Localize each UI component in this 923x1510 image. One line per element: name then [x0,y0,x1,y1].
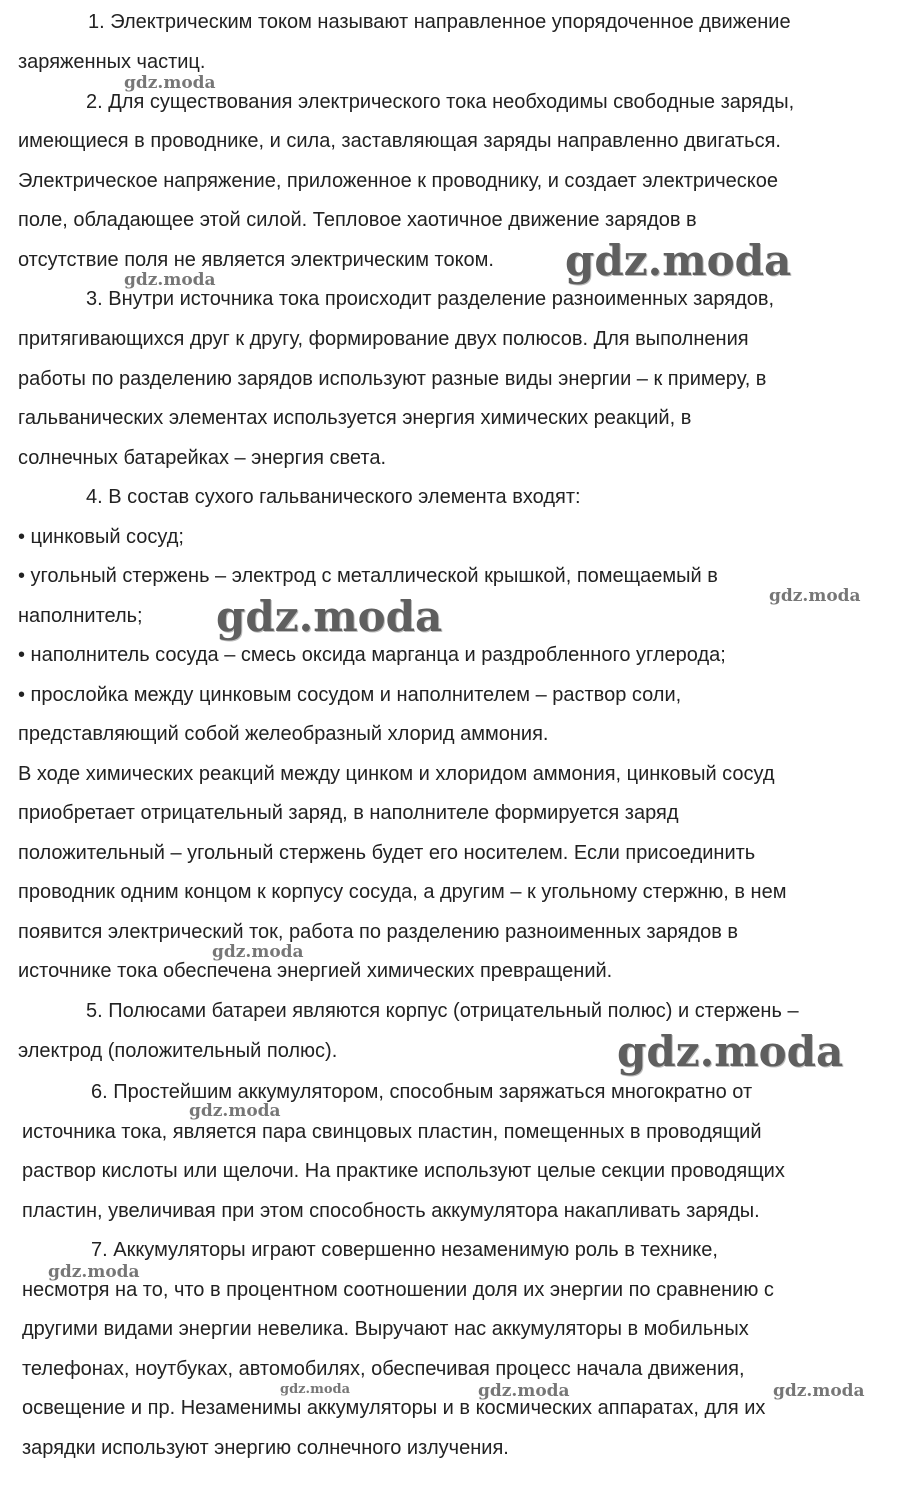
watermark: gdz.moda [124,270,216,290]
text-line-13: 4. В состав сухого гальванического элемента входят: [86,486,581,508]
text-line-26: 5. Полюсами батареи являются корпус (отрицательный полюс) и стержень – [86,1000,799,1022]
text-line-31: пластин, увеличивая при этом способность аккумулятора накапливать заряды. [22,1200,760,1222]
text-line-16: наполнитель; [18,605,143,627]
watermark: gdz.moda [769,586,861,606]
text-line-27: электрод (положительный полюс). [18,1040,338,1062]
text-line-18: • прослойка между цинковым сосудом и наполнителем – раствор соли, [18,684,682,706]
text-line-14: • цинковый сосуд; [18,526,184,548]
text-line-23: проводник одним концом к корпусу сосуда, а другим – к угольному стержню, в нем [18,881,787,903]
watermark: gdz.moda [189,1101,281,1121]
text-line-33: несмотря на то, что в процентном соотношении доля их энергии по сравнению с [22,1279,774,1301]
text-line-28: 6. Простейшим аккумулятором, способным заряжаться многократно от [91,1081,753,1103]
text-line-24: появится электрический ток, работа по разделению разноименных зарядов в [18,921,739,943]
text-line-9: притягивающихся друг к другу, формирование двух полюсов. Для выполнения [18,328,749,350]
watermark: gdz.moda [124,73,216,93]
watermark: gdz.moda [216,592,443,641]
text-line-37: зарядки используют энергию солнечного излучения. [22,1437,509,1459]
text-line-1: 1. Электрическим током называют направленное упорядоченное движение [88,11,791,33]
watermark: gdz.moda [48,1262,140,1282]
watermark: gdz.moda [617,1027,844,1076]
text-line-30: раствор кислоты или щелочи. На практике используют целые секции проводящих [22,1160,785,1182]
text-line-17: • наполнитель сосуда – смесь оксида марганца и раздробленного углерода; [18,644,726,666]
text-line-19: представляющий собой желеобразный хлорид аммония. [18,723,549,745]
watermark: gdz.moda [212,942,304,962]
text-line-4: имеющиеся в проводнике, и сила, заставляющая заряды направленно двигаться. [18,130,781,152]
watermark: gdz.moda [478,1381,570,1401]
watermark: gdz.moda [773,1381,865,1401]
text-line-6: поле, обладающее этой силой. Тепловое хаотичное движение зарядов в [18,209,697,231]
text-line-15: • угольный стержень – электрод с металлической крышкой, помещаемый в [18,565,718,587]
text-line-35: телефонах, ноутбуках, автомобилях, обеспечивая процесс начала движения, [22,1358,745,1380]
text-line-34: другими видами энергии невелика. Выручают нас аккумуляторы в мобильных [22,1318,749,1340]
watermark: gdz.moda [280,1382,351,1397]
text-line-8: 3. Внутри источника тока происходит разделение разноименных зарядов, [86,288,775,310]
text-line-22: положительный – угольный стержень будет его носителем. Если присоединить [18,842,756,864]
watermark: gdz.moda [565,236,792,285]
text-line-10: работы по разделению зарядов используют разные виды энергии – к примеру, в [18,368,767,390]
text-line-29: источника тока, является пара свинцовых пластин, помещенных в проводящий [22,1121,762,1143]
text-line-32: 7. Аккумуляторы играют совершенно незаменимую роль в технике, [91,1239,718,1261]
text-line-3: 2. Для существования электрического тока необходимы свободные заряды, [86,91,795,113]
text-line-20: В ходе химических реакций между цинком и хлоридом аммония, цинковый сосуд [18,763,775,785]
text-line-25: источнике тока обеспечена энергией химических превращений. [18,960,613,982]
text-line-5: Электрическое напряжение, приложенное к проводнику, и создает электрическое [18,170,778,192]
text-line-11: гальванических элементах используется энергия химических реакций, в [18,407,692,429]
text-line-12: солнечных батарейках – энергия света. [18,447,387,469]
text-line-36: освещение и пр. Незаменимы аккумуляторы и в космических аппаратах, для их [22,1397,766,1419]
text-line-21: приобретает отрицательный заряд, в наполнителе формируется заряд [18,802,679,824]
text-line-7: отсутствие поля не является электрическим током. [18,249,494,271]
text-line-2: заряженных частиц. [18,51,206,73]
